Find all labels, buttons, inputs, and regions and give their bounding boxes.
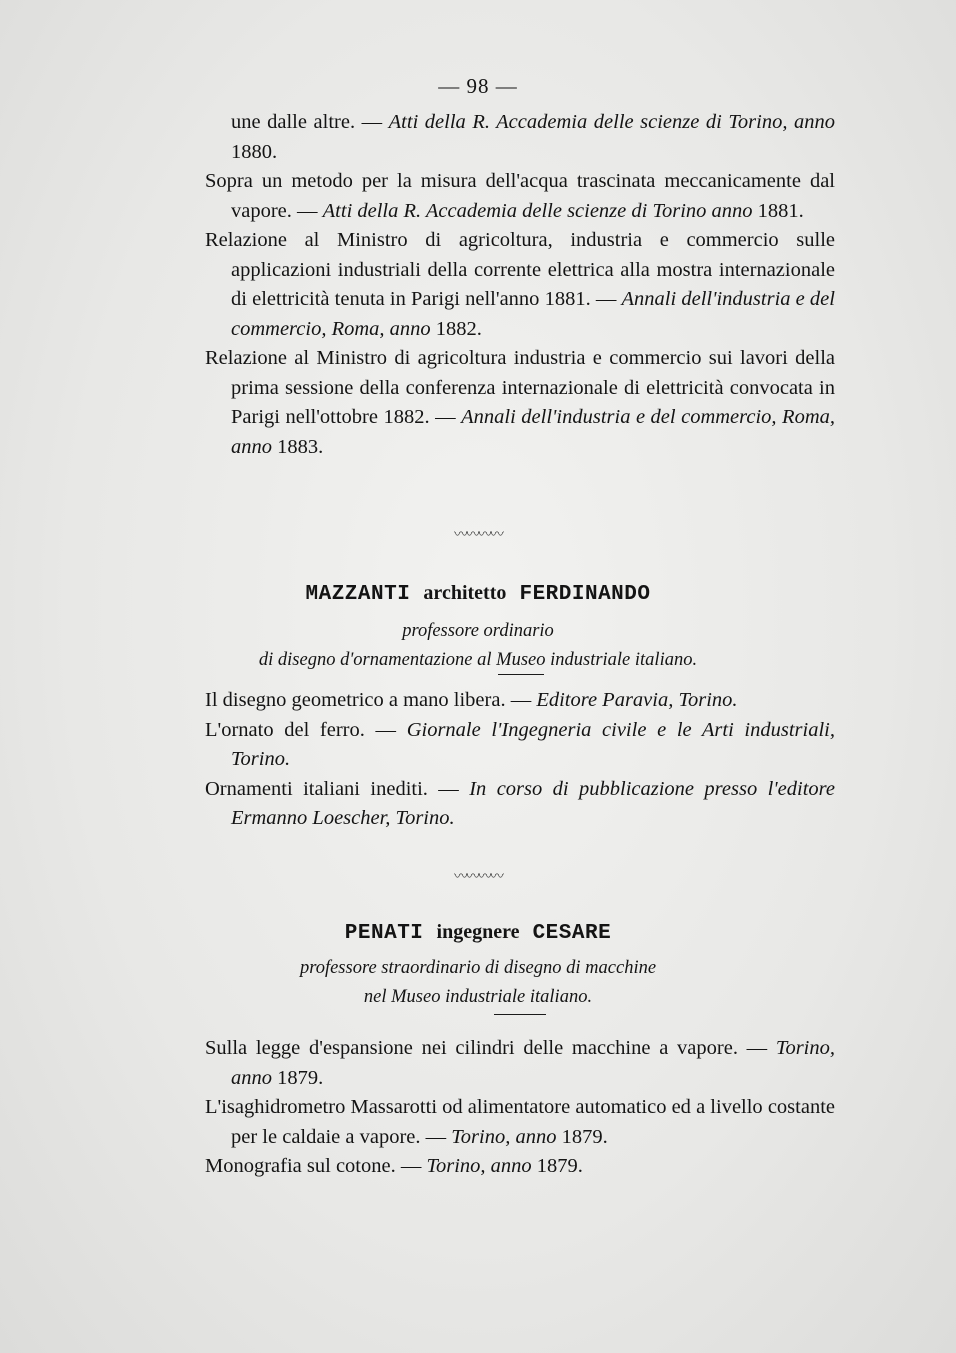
bibliography-entry: Relazione al Ministro di agricoltura, industria e commercio sulle applicazioni industriali della corrente elettrica alla mostra internazionale di elettricità tenuta in Parigi nell'anno 1881. — Annali dell'industria e del commercio, Roma, anno 1882. [205,229,835,340]
bibliography-entry: L'isaghidrometro Massarotti od alimentatore automatico ed a livello costante per le caldaie a vapore. — Torino, anno 1879. [205,1096,835,1148]
author-title: architetto [423,582,507,604]
author-title: ingegnere [436,921,520,943]
bibliography-penati [205,1034,835,1182]
author-position [0,617,956,675]
author-surname: MAZZANTI [305,583,411,606]
bibliography-entry: Ornamenti italiani inediti. — In corso di pubblicazione presso l'editore Ermanno Loescher, Torino. [205,777,835,829]
author-institution: di disegno d'ornamentazione al Museo industriale italiano. [258,650,698,670]
author-heading [0,582,956,606]
bibliography-entry: Relazione al Ministro di agricoltura industria e commercio sui lavori della prima sessione della conferenza internazionale di elettricità convocata in Parigi nell'ottobre 1882. — Annali dell'industria e del commercio, Roma, anno 1883. [205,347,835,458]
author-role: professore straordinario di disegno di macchine [299,958,657,978]
section-rule [498,674,544,675]
author-position [0,954,956,1012]
bibliography-entry: L'ornato del ferro. — Giornale l'Ingegneria civile e le Arti industriali, Torino. [205,718,835,770]
section-rule [494,1014,546,1015]
bibliography-entry: une dalle altre. — Atti della R. Accademia delle scienze di Torino, anno 1880. [231,111,835,163]
bibliography-entry: Sulla legge d'espansione nei cilindri delle macchine a vapore. — Torino, anno 1879. [205,1037,835,1089]
author-name: CESARE [532,922,612,945]
bibliography-entry: Sopra un metodo per la misura dell'acqua trascinata meccanicamente dal vapore. — Atti della R. Accademia delle scienze di Torino anno 1881. [205,170,835,222]
author-surname: PENATI [344,922,424,945]
section-ornament: 〰〰〰〰 [454,528,502,543]
page-number: — 98 — [438,74,518,98]
bibliography-entry: Il disegno geometrico a mano libera. — Editore Paravia, Torino. [205,689,738,711]
section-ornament: 〰〰〰〰 [454,870,502,885]
author-role: professore ordinario [402,621,554,641]
bibliography-mazzanti [205,686,835,834]
author-institution: nel Museo industriale italiano. [363,987,593,1007]
bibliography-continuation [205,108,835,462]
author-heading [0,921,956,945]
bibliography-entry: Monografia sul cotone. — Torino, anno 1879. [205,1155,583,1177]
author-name: FERDINANDO [519,583,651,606]
